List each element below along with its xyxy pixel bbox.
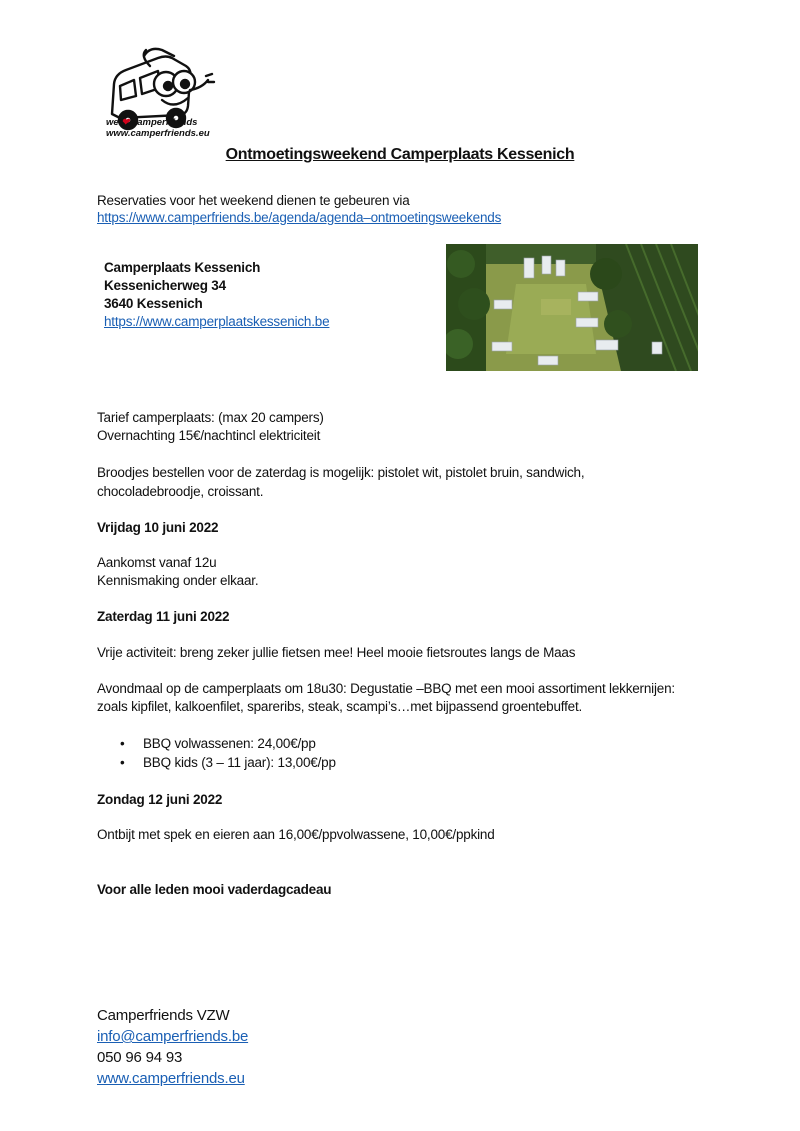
heart-icon: ❤ <box>121 117 130 128</box>
footer-phone: 050 96 94 93 <box>97 1049 183 1066</box>
footer-email-link[interactable]: info@camperfriends.be <box>97 1028 249 1045</box>
list-item: • BBQ kids (3 – 11 jaar): 13,00€/pp <box>117 753 336 772</box>
camperplaats-link[interactable]: https://www.camperplaatskessenich.be <box>104 314 330 329</box>
address-name: Camperplaats Kessenich <box>104 260 261 275</box>
saturday-activity: Vrije activiteit: breng zeker jullie fietsen mee! Heel mooie fietsroutes langs de Maas <box>97 645 576 660</box>
friday-heading: Vrijdag 10 juni 2022 <box>97 520 219 535</box>
saturday-heading: Zaterdag 11 juni 2022 <box>97 609 230 624</box>
footer-website-link[interactable]: www.camperfriends.eu <box>97 1070 245 1087</box>
bbq-price-list <box>117 734 336 772</box>
footer-org: Camperfriends VZW <box>97 1007 230 1024</box>
aerial-campsite-photo <box>446 244 698 371</box>
sunday-breakfast: Ontbijt met spek en eieren aan 16,00€/ppvolwassene, 10,00€/ppkind <box>97 827 495 842</box>
logo-tagline <box>106 117 197 128</box>
logo-tagline-we: we <box>106 117 119 128</box>
bread-line-1: Broodjes bestellen voor de zaterdag is mogelijk: pistolet wit, pistolet bruin, sandwich, <box>97 465 585 480</box>
reservation-text: Reservaties voor het weekend dienen te gebeuren via <box>97 193 410 208</box>
logo-tagline-brand: camperfriends <box>131 117 198 128</box>
logo-url: www.camperfriends.eu <box>106 128 210 139</box>
saturday-dinner-1: Avondmaal op de camperplaats om 18u30: Degustatie –BBQ met een mooi assortiment lekkernijen: <box>97 681 675 696</box>
friday-line-2: Kennismaking onder elkaar. <box>97 573 259 588</box>
bread-line-2: chocoladebroodje, croissant. <box>97 484 264 499</box>
address-city: 3640 Kessenich <box>104 296 203 311</box>
tariff-line-2: Overnachting 15€/nachtincl elektriciteit <box>97 428 321 443</box>
page-title: Ontmoetingsweekend Camperplaats Kessenich <box>225 146 575 163</box>
friday-line-1: Aankomst vanaf 12u <box>97 555 217 570</box>
address-street: Kessenicherweg 34 <box>104 278 226 293</box>
sunday-heading: Zondag 12 juni 2022 <box>97 792 223 807</box>
saturday-dinner-2: zoals kipfilet, kalkoenfilet, spareribs, steak, scampi’s…met bijpassend groentebuffet. <box>97 699 583 714</box>
list-item: • BBQ volwassenen: 24,00€/pp <box>117 734 336 753</box>
tariff-line-1: Tarief camperplaats: (max 20 campers) <box>97 410 324 425</box>
reservation-link[interactable]: https://www.camperfriends.be/agenda/agenda–ontmoetingsweekends <box>97 210 502 225</box>
gift-note: Voor alle leden mooi vaderdagcadeau <box>97 882 332 897</box>
